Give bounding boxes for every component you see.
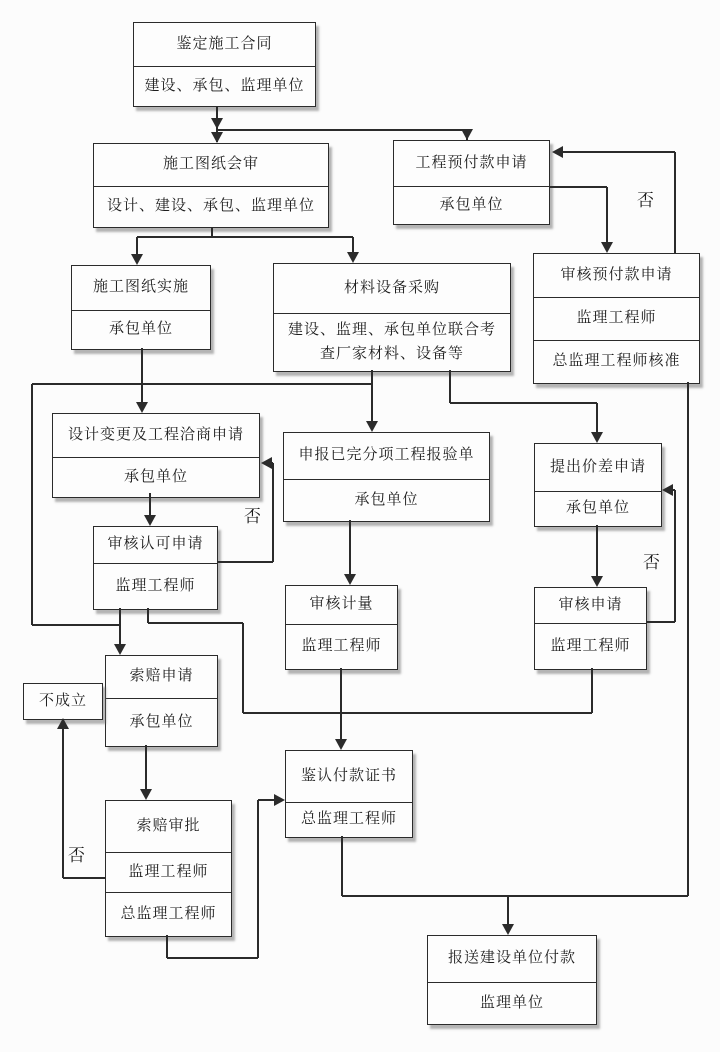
node-title: 申报已完分项工程报验单: [298, 447, 475, 464]
arrowhead-down: [347, 252, 359, 263]
node-title: 工程预付款申请: [415, 154, 528, 171]
node-completed-report: [283, 432, 490, 522]
node-sign-contract: [133, 22, 316, 107]
connector-line: [647, 621, 675, 623]
node-unit: 监理单位: [428, 982, 596, 1024]
connector-line: [674, 152, 676, 253]
node-unit: 承包单位: [284, 479, 489, 521]
connector-line: [145, 745, 147, 792]
node-unit: 建设、监理、承包单位联合考查厂家材料、设备等: [274, 313, 510, 371]
connector-line: [63, 877, 105, 879]
label-no-advance-loop: 否: [637, 191, 654, 210]
arrowhead-right: [274, 794, 285, 806]
node-approver: 总监理工程师: [106, 892, 231, 936]
node-claim-approval: [105, 800, 232, 937]
connector-line: [167, 957, 258, 959]
connector-line: [340, 668, 342, 742]
arrowhead-down: [114, 644, 126, 655]
node-review-approval: [93, 526, 218, 610]
connector-line: [217, 129, 467, 131]
node-material: [273, 263, 511, 372]
node-title: 索赔审批: [136, 817, 201, 834]
arrowhead-down: [211, 118, 223, 129]
arrowhead-down: [591, 432, 603, 443]
node-title: 不成立: [38, 692, 87, 709]
connector-line: [606, 187, 608, 245]
label-no-design-loop: 否: [244, 507, 261, 526]
node-unit: 监理工程师: [286, 624, 397, 669]
node-title: 施工图纸实施: [92, 279, 189, 296]
arrowhead-left: [261, 457, 272, 469]
node-unit: 设计、建设、承包、监理单位: [94, 186, 328, 227]
node-advance-request: [393, 140, 550, 225]
node-unit: 监理工程师: [106, 852, 231, 892]
arrowhead-left: [552, 146, 563, 158]
connector-line: [349, 520, 351, 577]
connector-line: [596, 525, 598, 579]
node-title: 提出价差申请: [549, 458, 646, 475]
connector-line: [507, 896, 509, 927]
connector-line: [272, 463, 274, 562]
connector-line: [342, 895, 688, 897]
connector-line: [591, 668, 593, 713]
connector-line: [148, 622, 243, 624]
node-payment-cert: [285, 750, 413, 838]
connector-line: [596, 403, 598, 435]
connector-line: [450, 402, 597, 404]
node-unit: 承包单位: [394, 186, 549, 224]
node-title: 审核计量: [309, 596, 374, 613]
node-not-established: [23, 683, 103, 720]
node-unit: 承包单位: [53, 457, 259, 497]
connector-line: [687, 382, 689, 896]
arrowhead-down: [601, 242, 613, 253]
arrowhead-down: [144, 515, 156, 526]
connector-line: [166, 935, 168, 958]
node-drawing-review: [93, 143, 329, 228]
node-title: 鉴认付款证书: [300, 767, 397, 784]
node-request-review: [534, 587, 647, 670]
arrowhead-down: [344, 574, 356, 585]
connector-line: [141, 348, 143, 405]
node-unit: 承包单位: [106, 698, 217, 746]
connector-line: [257, 800, 259, 958]
arrowhead-down: [591, 576, 603, 587]
label-no-pricediff-loop: 否: [643, 553, 660, 572]
label-no-claim-loop: 否: [68, 846, 85, 865]
node-title: 审核认可申请: [107, 536, 204, 553]
connector-line: [31, 384, 33, 625]
arrowhead-down: [461, 129, 473, 140]
node-design-change: [52, 413, 260, 498]
node-approver: 总监理工程师核准: [534, 340, 699, 383]
node-unit: 监理工程师: [535, 623, 646, 669]
connector-line: [674, 490, 676, 622]
connector-line: [119, 608, 121, 647]
node-title: 鉴定施工合同: [176, 35, 273, 52]
connector-line: [137, 236, 353, 238]
node-title: 报送建设单位付款: [447, 950, 576, 967]
node-unit: 承包单位: [535, 491, 661, 526]
connector-line: [449, 370, 451, 403]
arrowhead-up: [57, 718, 69, 729]
node-title: 审核申请: [558, 596, 623, 613]
arrowhead-down: [211, 132, 223, 143]
node-title: 审核预付款申请: [560, 266, 673, 283]
node-unit: 监理工程师: [94, 563, 217, 609]
connector-line: [218, 561, 273, 563]
connector-line: [556, 151, 675, 153]
connector-line: [242, 623, 244, 713]
node-unit: 承包单位: [72, 310, 210, 349]
node-unit: 总监理工程师: [286, 802, 412, 837]
connector-line: [341, 836, 343, 896]
node-measure-review: [285, 585, 398, 670]
arrowhead-down: [140, 789, 152, 800]
node-drawing-impl: [71, 265, 211, 350]
node-unit: 监理工程师: [534, 297, 699, 340]
node-claim-request: [105, 655, 218, 747]
arrowhead-down: [136, 402, 148, 413]
arrowhead-down: [131, 254, 143, 265]
node-title: 施工图纸会审: [162, 156, 259, 173]
arrowhead-left: [662, 484, 673, 496]
node-title: 材料设备采购: [343, 279, 440, 296]
connector-line: [243, 712, 592, 714]
connector-line: [147, 608, 149, 623]
arrowhead-down: [502, 924, 514, 935]
node-title: 索赔申请: [129, 668, 194, 685]
connector-line: [32, 383, 372, 385]
connector-line: [371, 370, 373, 424]
connector-line: [550, 186, 607, 188]
node-submit-payment: [427, 935, 597, 1025]
node-title: 设计变更及工程洽商申请: [67, 426, 244, 443]
connector-line: [32, 624, 120, 626]
node-price-diff: [534, 443, 662, 527]
arrowhead-down: [335, 739, 347, 750]
connector-line: [62, 726, 64, 878]
node-unit: 建设、承包、监理单位: [134, 66, 315, 106]
node-advance-review: [533, 253, 700, 384]
arrowhead-down: [366, 421, 378, 432]
